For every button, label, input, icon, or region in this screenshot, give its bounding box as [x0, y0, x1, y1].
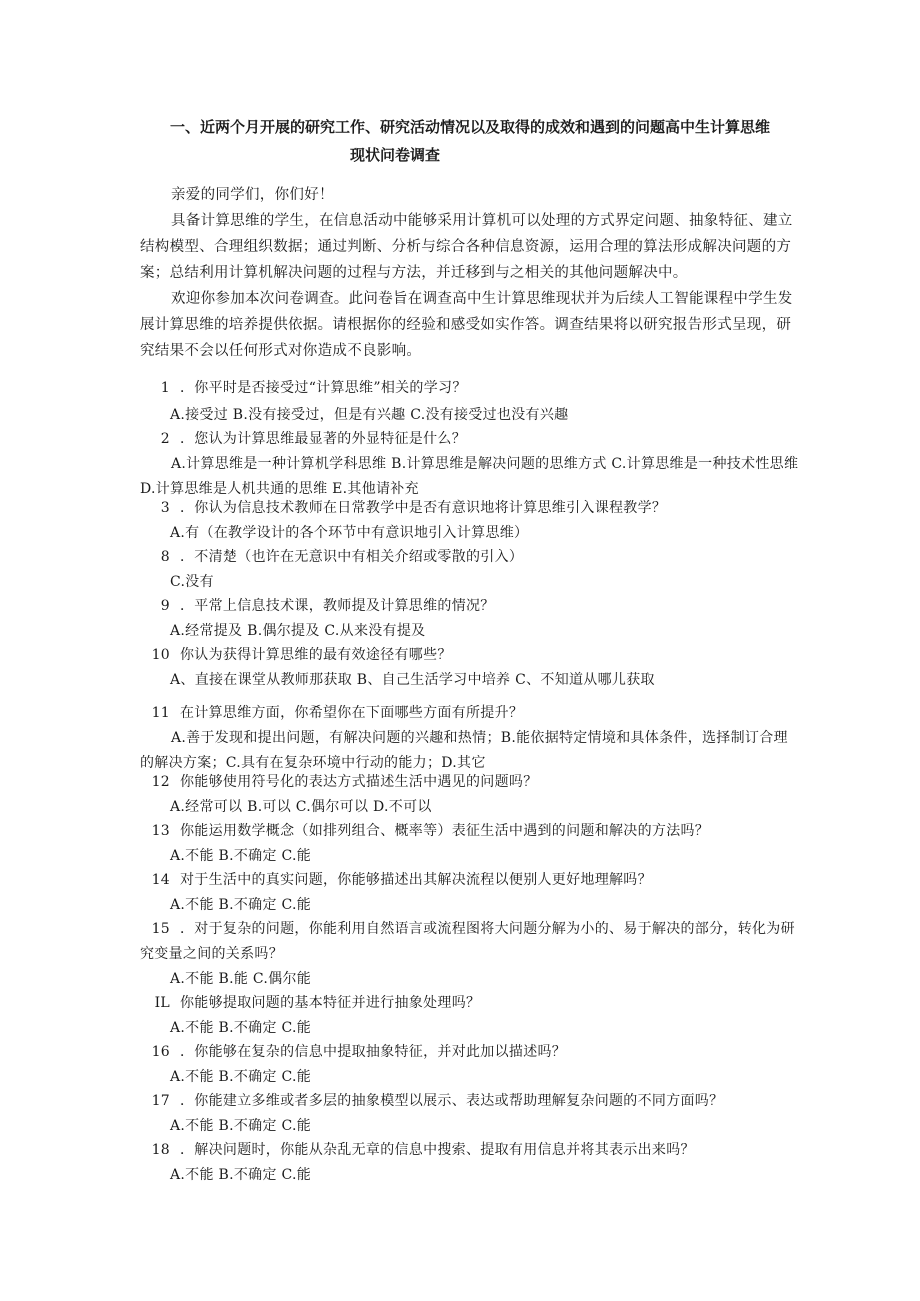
answer-options: A.不能 B.不确定 C.能 [170, 848, 312, 864]
page-title: 一、近两个月开展的研究工作、研究活动情况以及取得的成效和遇到的问题高中生计算思维 [170, 118, 771, 136]
question-text: ．你认为信息技术教师在日常教学中是否有意识地将计算思维引入课程教学？ [180, 500, 667, 516]
answer-options: A.不能 B.能 C.偶尔能 [170, 971, 312, 987]
question [140, 376, 800, 401]
question [140, 1089, 800, 1114]
question-text: ．你能够在复杂的信息中提取抽象特征，并对此加以描述吗？ [180, 1044, 567, 1060]
question-number: 17 [151, 1093, 170, 1109]
question-number: 15 [151, 921, 170, 937]
question [140, 770, 800, 795]
question-text: 在计算思维方面，你希望你在下面哪些方面有所提升？ [180, 705, 524, 721]
question-text: ．平常上信息技术课，教师提及计算思维的情况？ [180, 598, 495, 614]
question-text: ．对于复杂的问题，你能利用自然语言或流程图将大问题分解为小的、易于解决的部分，转化为研究变量之间的关系吗？ [140, 921, 795, 962]
question-text: 你能够提取问题的基本特征并进行抽象处理吗？ [180, 995, 481, 1011]
answer-options: A.不能 B.不确定 C.能 [170, 1118, 312, 1134]
question-text: ．你能建立多维或者多层的抽象模型以展示、表达或帮助理解复杂问题的不同方面吗？ [180, 1093, 724, 1109]
answer-options: A.不能 B.不确定 C.能 [170, 1167, 312, 1183]
question [140, 427, 800, 452]
question-number: 16 [151, 1044, 170, 1060]
question [140, 819, 800, 844]
page-subtitle: 现状问卷调查 [350, 146, 441, 164]
question [140, 991, 800, 1016]
question-text: ．您认为计算思维最显著的外显特征是什么？ [180, 431, 466, 447]
question [140, 545, 800, 570]
question-number: 8 [160, 549, 170, 565]
question [140, 701, 800, 726]
question-text: ．你平时是否接受过“计算思维”相关的学习？ [180, 380, 467, 396]
question-text: 你认为获得计算思维的最有效途径有哪些？ [180, 647, 452, 663]
question-text: ．解决问题时，你能从杂乱无章的信息中搜索、提取有用信息并将其表示出来吗？ [180, 1142, 695, 1158]
question-number: 9 [160, 598, 170, 614]
answer-options: A.经常可以 B.可以 C.偶尔可以 D.不可以 [170, 799, 432, 815]
question-text: 对于生活中的真实问题，你能够描述出其解决流程以便别人更好地理解吗？ [180, 872, 652, 888]
greeting: 亲爱的同学们，你们好！ [171, 187, 334, 203]
question [140, 594, 800, 619]
intro-paragraph-1: 具备计算思维的学生，在信息活动中能够采用计算机可以处理的方式界定问题、抽象特征、建立结构模型、合理组织数据；通过判断、分析与综合各种信息资源，运用合理的算法形成解决问题的方案；总结利用计算机解决问题的过程与方法，并迁移到与之相关的其他问题解决中。 [140, 213, 793, 281]
question-text: 你能够使用符号化的表达方式描述生活中遇见的问题吗？ [180, 774, 538, 790]
question [140, 917, 800, 967]
answer-options: C.没有 [170, 574, 214, 590]
answer-options: A.有（在教学设计的各个环节中有意识地引入计算思维） [170, 525, 529, 541]
question-number: 10 [151, 647, 170, 663]
answer-options: A.善于发现和提出问题，有解决问题的兴趣和热情；B.能依据特定情境和具体条件，选择制订合理的解决方案；C.具有在复杂环境中行动的能力；D.其它 [140, 730, 788, 771]
question-text: ．不清楚（也许在无意识中有相关介绍或零散的引入） [180, 549, 524, 565]
question-number: IL [154, 995, 170, 1011]
answer-options: A.接受过 B.没有接受过，但是有兴趣 C.没有接受过也没有兴趣 [170, 407, 569, 423]
question-number: 18 [151, 1142, 170, 1158]
question-number: 12 [151, 774, 170, 790]
question [140, 496, 800, 521]
question-text: 你能运用数学概念（如排列组合、概率等）表征生活中遇到的问题和解决的方法吗？ [180, 823, 710, 839]
question-number: 11 [151, 705, 170, 721]
question [140, 1040, 800, 1065]
question-number: 1 [160, 380, 170, 396]
question [140, 868, 800, 893]
answer-options: A、直接在课堂从教师那获取 B、自己生活学习中培养 C、不知道从哪儿获取 [170, 672, 655, 688]
answer-options: A.不能 B.不确定 C.能 [170, 1069, 312, 1085]
intro-paragraph-2: 欢迎你参加本次问卷调查。此问卷旨在调查高中生计算思维现状并为后续人工智能课程中学生发展计算思维的培养提供依据。请根据你的经验和感受如实作答。调查结果将以研究报告形式呈现，研究结果不会以任何形式对你造成不良影响。 [140, 291, 793, 359]
answer-options: A.计算思维是一种计算机学科思维 B.计算思维是解决问题的思维方式 C.计算思维是一种技术性思维 D.计算思维是人机共通的思维 E.其他请补充 [140, 456, 799, 497]
answer-options: A.不能 B.不确定 C.能 [170, 1020, 312, 1036]
answer-options: A.经常提及 B.偶尔提及 C.从来没有提及 [170, 623, 426, 639]
question-number: 3 [160, 500, 170, 516]
question-number: 13 [151, 823, 170, 839]
question-number: 14 [151, 872, 170, 888]
question-number: 2 [160, 431, 170, 447]
question [140, 1138, 800, 1163]
answer-options: A.不能 B.不确定 C.能 [170, 897, 312, 913]
question [140, 643, 800, 668]
